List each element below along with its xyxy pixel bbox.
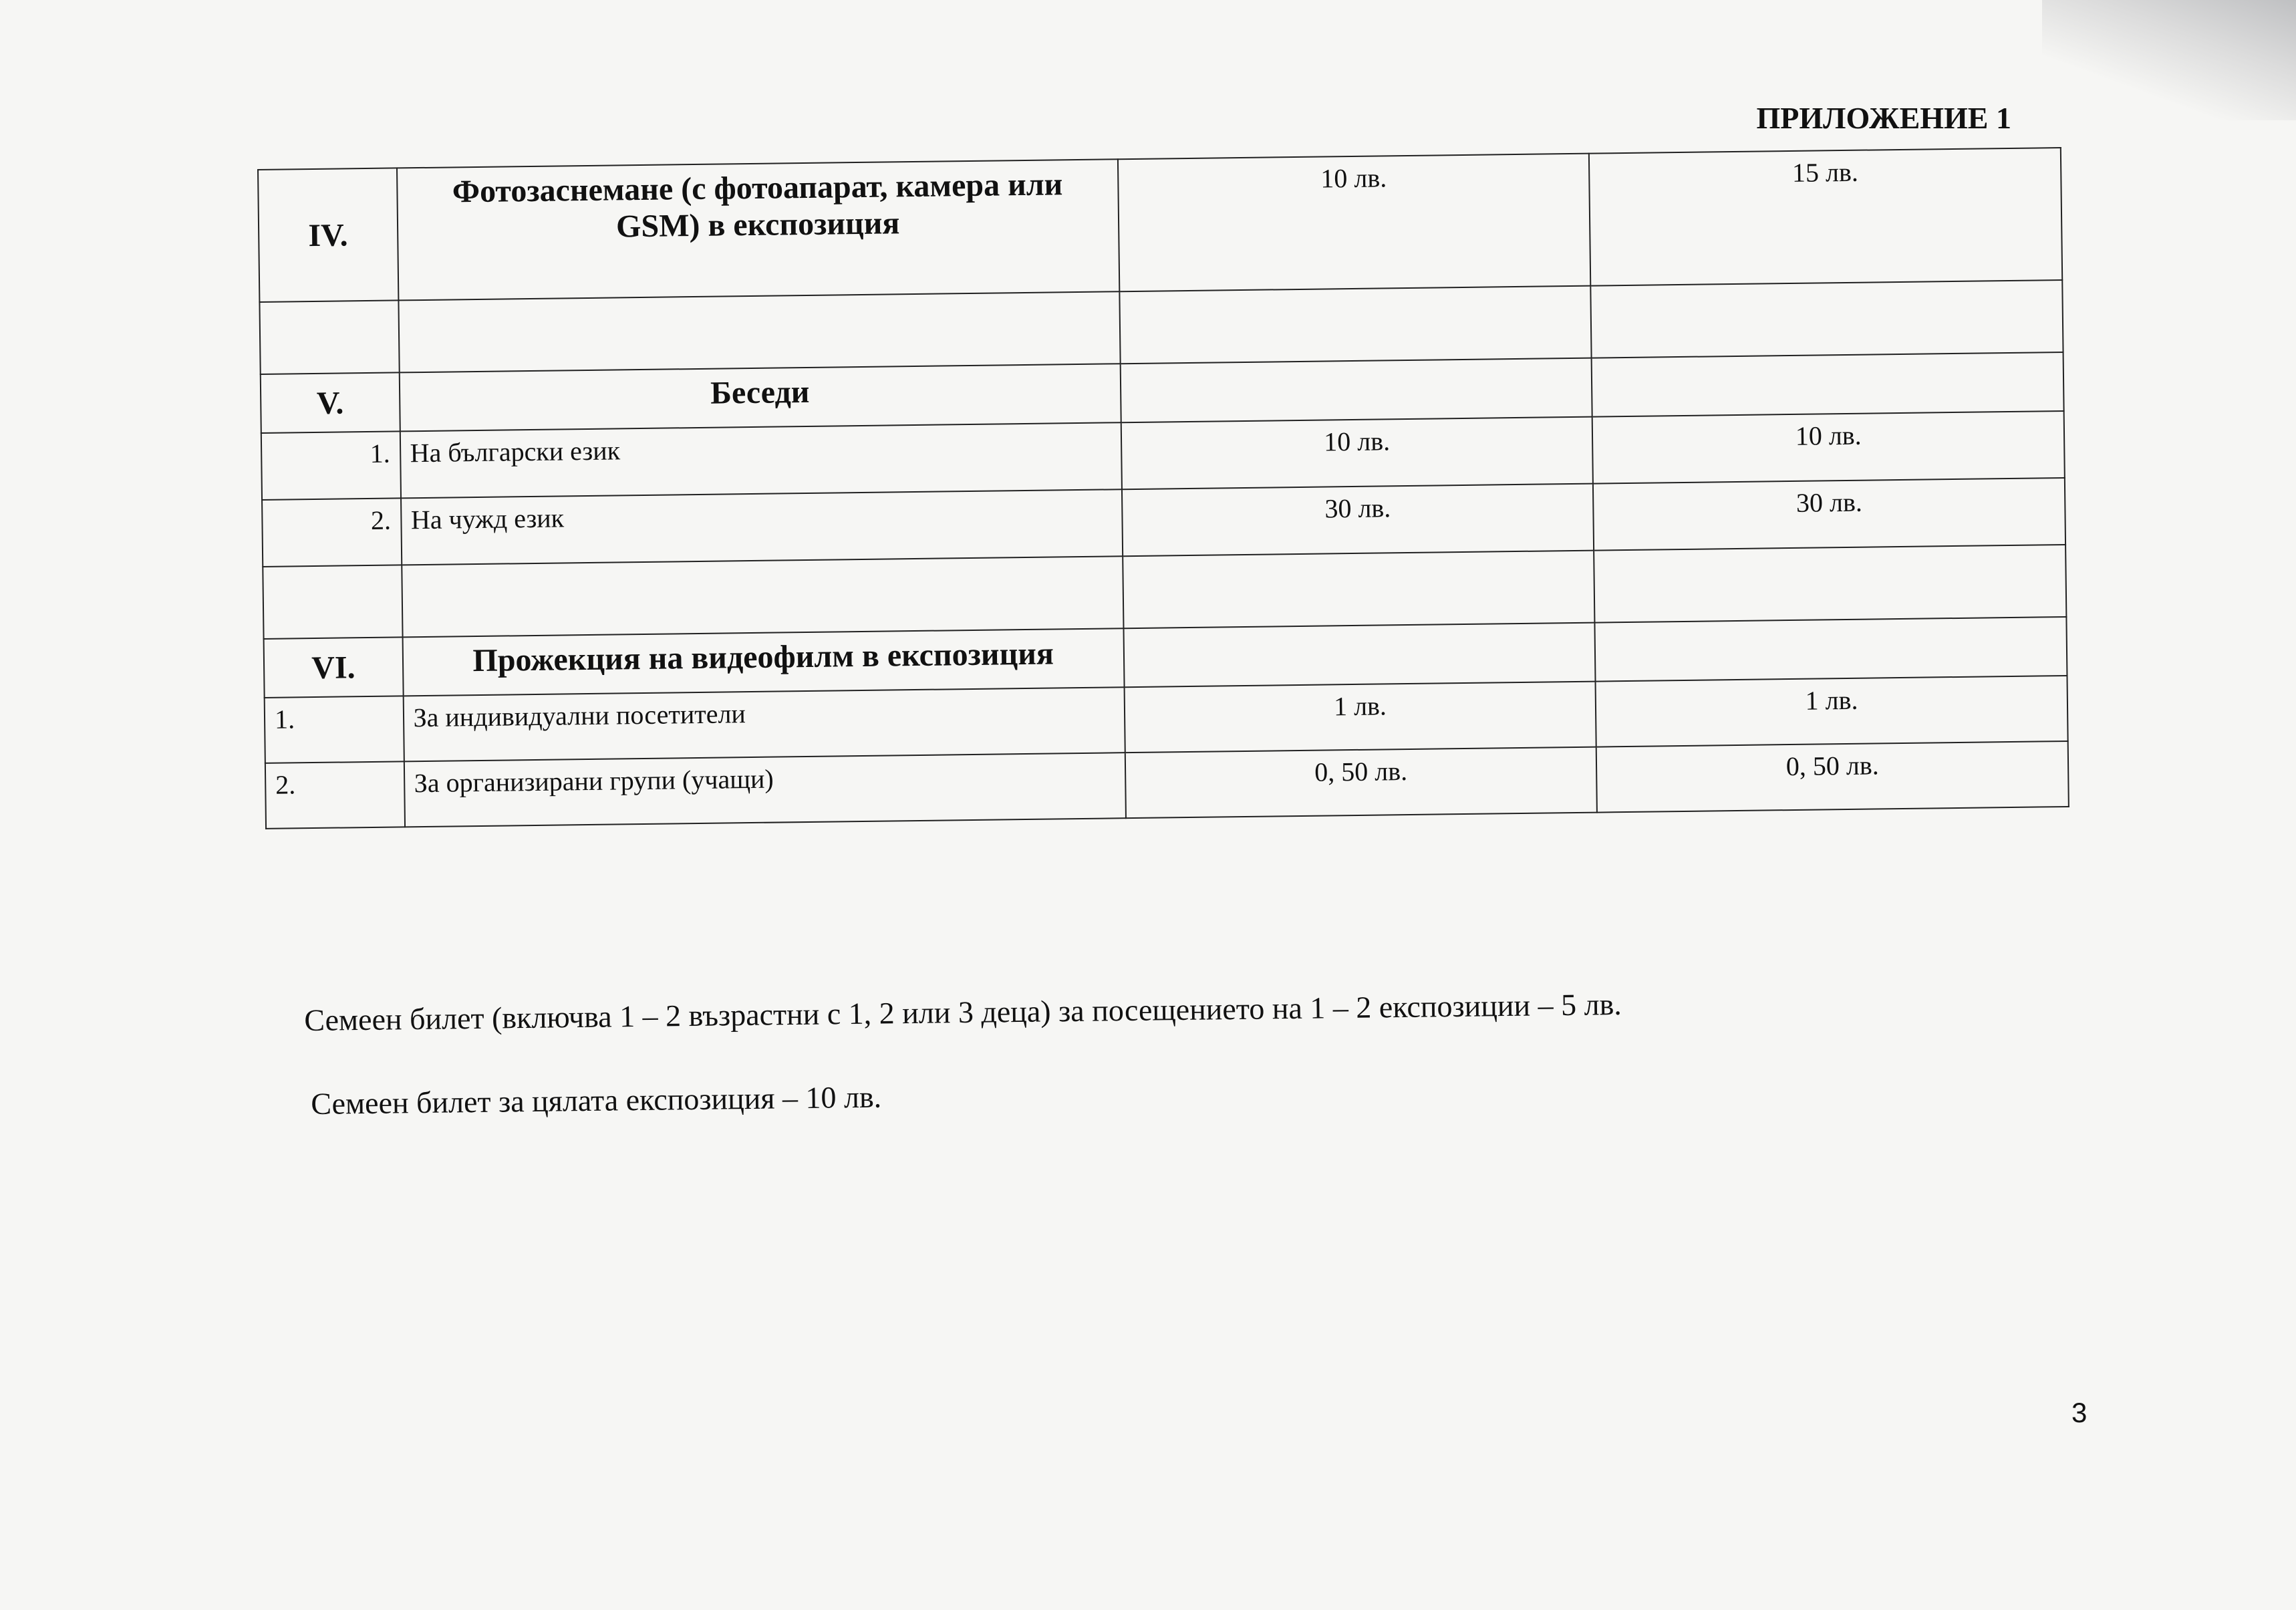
item-number: 1. [265,696,404,763]
scan-corner-shadow [2042,0,2296,120]
empty-cell [1123,623,1596,688]
empty-cell [1591,280,2063,358]
section-numeral: V. [261,372,400,433]
price-cell: 10 лв. [1118,154,1591,292]
section-title: Беседи [399,364,1121,431]
price-cell: 15 лв. [1589,148,2062,286]
empty-cell [398,291,1120,372]
appendix-heading: ПРИЛОЖЕНИЕ 1 [1756,101,2011,135]
empty-cell [1595,617,2067,682]
price-cell: 0, 50 лв. [1125,747,1597,819]
empty-cell [1592,352,2064,417]
item-number: 1. [261,431,401,500]
section-numeral: VI. [264,637,404,698]
price-cell: 0, 50 лв. [1596,741,2069,813]
page-number: 3 [2071,1397,2088,1428]
empty-cell [1594,545,2066,623]
item-label: На български език [400,422,1121,498]
price-cell: 1 лв. [1124,682,1596,753]
empty-cell [402,556,1123,637]
price-cell: 30 лв. [1593,478,2065,551]
empty-cell [1123,551,1595,629]
price-cell: 30 лв. [1122,484,1594,557]
item-label: На чужд език [401,489,1123,565]
table-row [258,148,2062,302]
price-cell: 1 лв. [1596,676,2068,747]
section-title: Прожекция на видеофилм в експозиция [402,628,1124,696]
price-cell: 10 лв. [1592,411,2065,484]
empty-cell [1119,286,1592,364]
price-cell: 10 лв. [1121,417,1593,490]
item-number: 2. [262,498,402,567]
empty-cell [259,300,399,374]
family-ticket-full-note: Семеен билет за цялата експозиция – 10 лв. [311,1079,882,1121]
item-label: За индивидуални посетители [403,687,1125,761]
empty-cell [1120,358,1592,423]
empty-cell [263,565,402,639]
section-numeral: IV. [258,168,398,302]
section-title: Фотозаснемане (с фотоапарат, камера или GSM) в експозиция [397,159,1120,300]
item-number: 2. [265,761,405,829]
family-ticket-note: Семеен билет (включва 1 – 2 възрастни с 1, 2 или 3 деца) за посещението на 1 – 2 експозиции – 5 лв. [304,986,1622,1037]
price-table [257,147,2069,829]
item-label: За организирани групи (учащи) [404,753,1125,827]
